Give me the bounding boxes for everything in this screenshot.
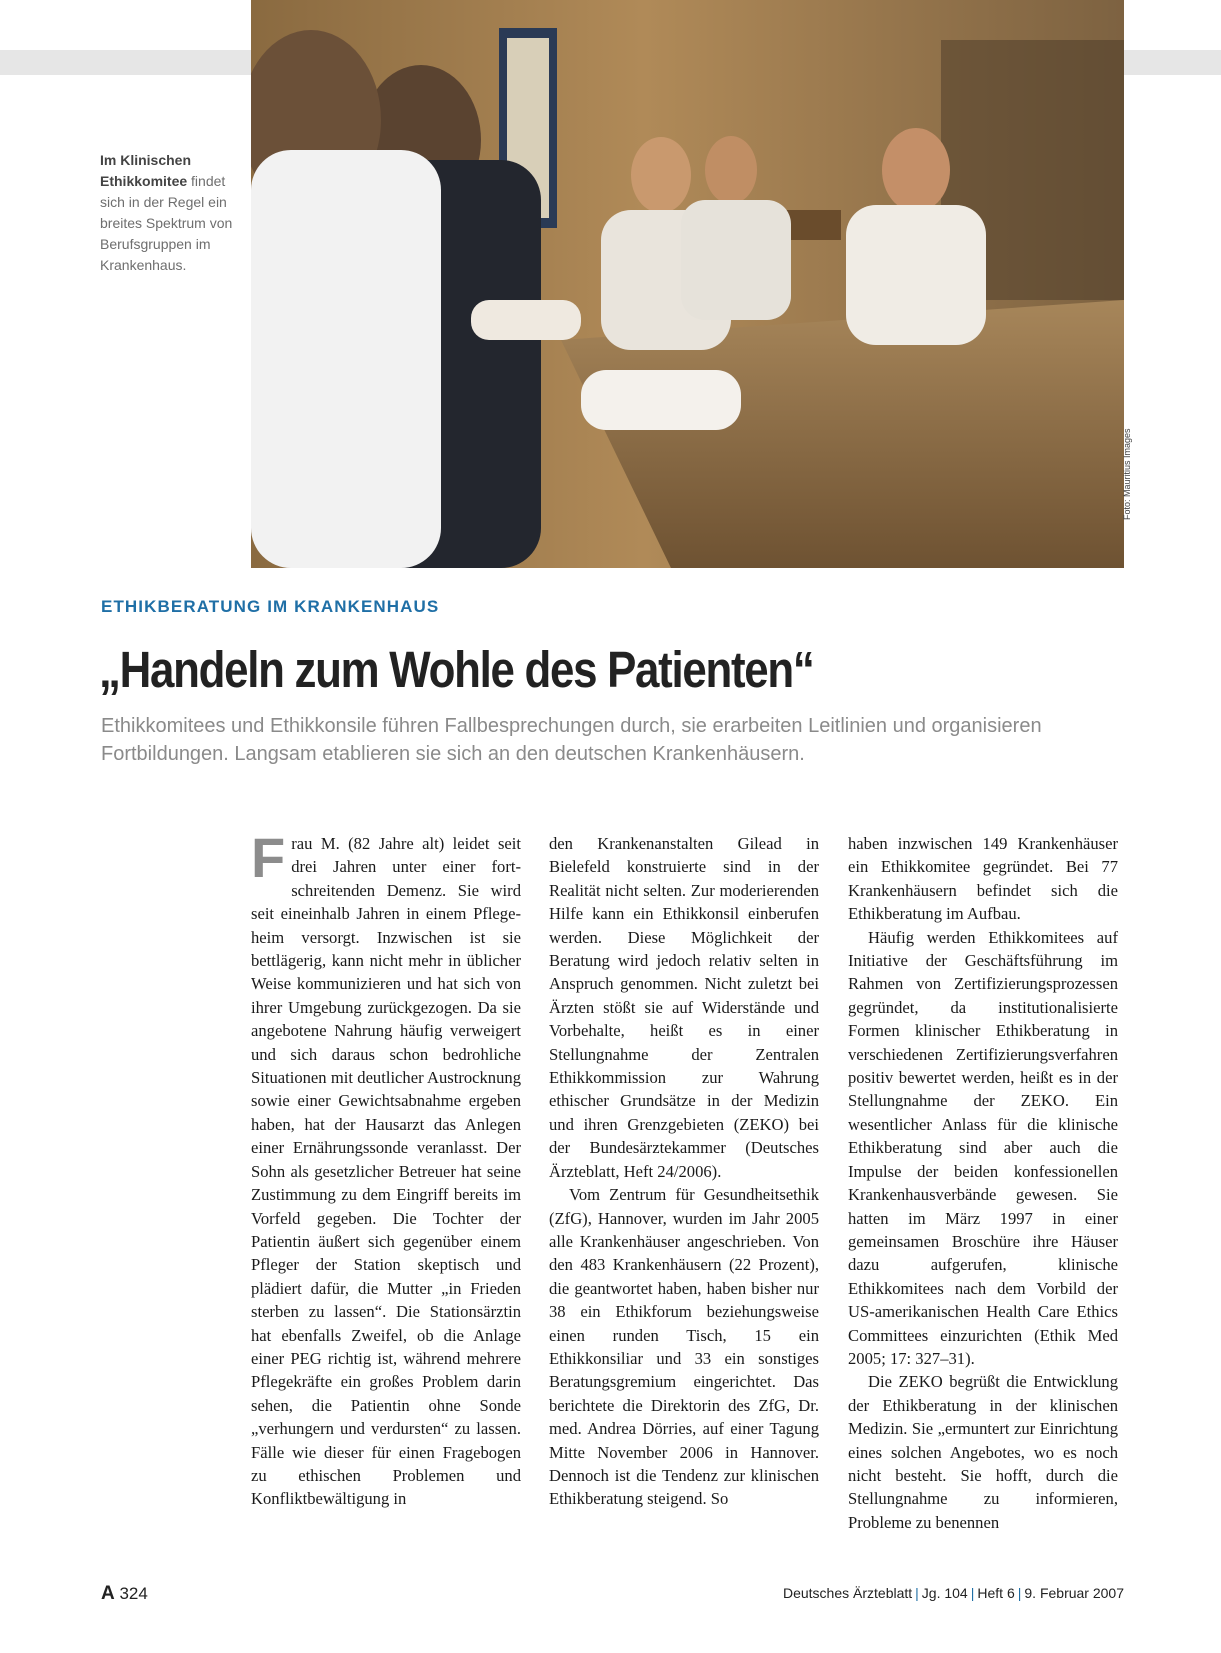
page-number-value: 324 <box>119 1584 148 1603</box>
paragraph: Häufig werden Ethikkomitees auf Initiative der Geschäftsführung im Rahmen von Zertifizierungsprozessen gegründet, da institutionalisierte Formen klinischer Ethikberatung in verschiedenen Zertifizierungsverfahren positiv bewertet werden, heißt es in der Stellungnahme der ZEKO. Ein wesentlicher Anlass für die klinische Ethikberatung sind aber auch die Impulse der beiden konfessionellen Krankenhausverbände gewesen. Sie hatten im März 1997 in einer gemeinsamen Broschüre ihre Häuser dazu aufgerufen, klinische Ethikkomitees nach dem Vorbild der US-amerikanischen Health Care Ethics Committees einzurichten (Ethik Med 2005; 17: 327–31). <box>848 927 1118 1368</box>
photo-credit: Foto: Mauritius Images <box>1122 428 1132 520</box>
footer-separator: | <box>1017 1585 1022 1601</box>
article-kicker: ETHIKBERATUNG IM KRANKENHAUS <box>101 597 440 616</box>
meeting-photo-illustration <box>251 0 1124 568</box>
article-column-2 <box>549 832 819 1511</box>
footer-separator: | <box>915 1585 919 1601</box>
paragraph: Die ZEKO begrüßt die Entwicklung der Ethikberatung in der klinischen Medizin. Sie „ermuntert zur Einrichtung eines solchen Angebotes, wo es noch nicht besteht. Sie hofft, durch die Stellungnahme zu informieren, Probleme zu benennen <box>848 1372 1118 1532</box>
article-column-1 <box>251 826 521 1511</box>
paragraph-text: rau M. (82 Jahre alt) leidet seit drei Jahren unter einer fortschreitenden Demenz. Sie wird seit eineinhalb Jahren in einem Pflegeheim versorgt. Inzwischen ist sie bettlägerig, kann nicht mehr in üblicher Weise kommunizieren und hat sich von ihrer Umgebung zurückgezogen. Da sie angebotene Nahrung häufig verweigert und sich daraus schon bedrohliche Situationen mit deutlicher Austrocknung sowie einer Gewichtsabnahme ergeben haben, hat der Hausarzt das Anlegen einer Ernährungssonde veranlasst. Der Sohn als gesetzlicher Betreuer hat seine Zustimmung zu dem Eingriff bereits im Vorfeld gegeben. Die Tochter der Patientin äußert sich gegenüber einem Pfleger der Station skeptisch und plädiert dafür, die Mutter „in Frieden sterben zu lassen“. Die Stationsärztin hat ebenfalls Zweifel, ob die Anlage einer PEG richtig ist, während mehrere Pflegekräfte ein großes Problem darin sehen, die Patientin ohne Sonde „verhungern und verdursten“ zu lassen. Fälle wie dieser für einen Fragebogen zu ethischen Problemen und Konfliktbewältigung in <box>251 834 521 1509</box>
caption-text: findet sich in der Regel ein breites Spektrum von Berufsgruppen im Krankenhaus. <box>100 173 233 273</box>
journal-issue: Heft 6 <box>977 1585 1015 1601</box>
article-photo <box>251 0 1124 568</box>
article-column-3 <box>848 832 1118 1534</box>
paragraph: Vom Zentrum für Gesundheitsethik (ZfG), Hannover, wurden im Jahr 2005 alle Krankenhäuser angeschrieben. Von den 483 Krankenhäusern (22 Prozent), die geantwortet haben, haben bisher nur 38 ein Ethikforum beziehungsweise einen runden Tisch, 15 ein Ethikkonsiliar und 33 ein sonstiges Beratungsgremium eingerichtet. Das berichtete die Direktorin des ZfG, Dr. med. Andrea Dörries, auf einer Tagung Mitte November 2006 in Hannover. Dennoch ist die Tendenz zur klinischen Ethikberatung steigend. So <box>549 1185 819 1509</box>
photo-caption <box>100 150 238 276</box>
top-band-left <box>0 50 251 75</box>
caption-bold: Im Klinischen Ethikkomitee <box>100 152 192 189</box>
journal-volume: Jg. 104 <box>921 1585 968 1601</box>
top-band-right <box>1124 50 1221 75</box>
page-number <box>101 1583 148 1605</box>
journal-footer <box>783 1585 1124 1601</box>
drop-cap: F <box>251 826 286 889</box>
paragraph: haben inzwischen 149 Krankenhäuser ein Ethikkomitee gegründet. Bei 77 Krankenhäusern befindet sich die Ethikberatung im Aufbau. <box>848 834 1118 924</box>
journal-name: Deutsches Ärzteblatt <box>782 1585 913 1601</box>
article-headline: „Handeln zum Wohle des Patienten“ <box>99 641 814 698</box>
paragraph <box>251 826 521 1511</box>
article-subhead: Ethikkomitees und Ethikkonsile führen Fallbesprechungen durch, sie erarbeiten Leitlinien und organisieren Fortbildungen. Langsam etablieren sie sich an den deutschen Krankenhäusern. <box>101 715 1042 765</box>
page-prefix: A <box>101 1583 115 1604</box>
footer-separator: | <box>970 1585 975 1601</box>
paragraph: den Krankenanstalten Gilead in Bielefeld konstruierte sind in der Realität nicht selten. Zur moderierenden Hilfe kann ein Ethikkonsil einberufen werden. Diese Möglichkeit der Beratung wird jedoch relativ selten in Anspruch genommen. Nicht zuletzt bei Ärzten stößt sie auf Widerstände und Vorbehalte, heißt es in einer Stellungnahme der Zentralen Ethikkommission zur Wahrung ethischer Grundsätze in der Medizin und ihren Grenzgebieten (ZEKO) bei der Bundesärztekammer (Deutsches Ärzteblatt, Heft 24/2006). <box>549 834 819 1181</box>
journal-date: 9. Februar 2007 <box>1024 1585 1124 1601</box>
